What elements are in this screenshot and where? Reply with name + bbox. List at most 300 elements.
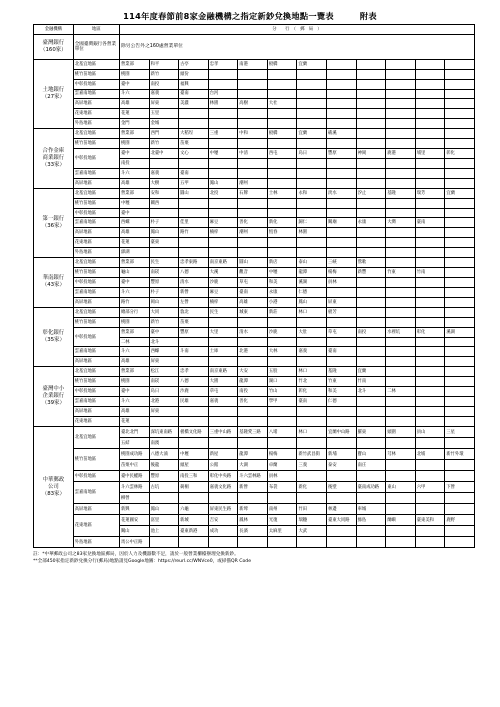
branch-cell: [208, 238, 238, 248]
branch-cell: 屏東民生路: [208, 504, 238, 515]
branch-cell: 南投: [149, 79, 179, 89]
branch-cell: [445, 119, 475, 129]
branch-cell: 屏東: [327, 297, 357, 307]
branch-cell: 麻豆: [208, 287, 238, 297]
branch-cell: 林園: [208, 99, 238, 109]
branch-cell: [386, 89, 416, 99]
branch-cell: 大湖: [238, 460, 268, 471]
branch-cell: [415, 99, 445, 109]
branch-cell: 臺中民權路: [119, 471, 149, 482]
branch-cell: 善化: [238, 218, 268, 228]
table-row: [34, 208, 475, 218]
table-row: [34, 218, 475, 228]
area-cell: 花東地區: [73, 416, 119, 426]
branch-cell: 高雄: [238, 297, 268, 307]
branch-cell: [327, 238, 357, 248]
branch-cell: [356, 139, 386, 149]
table-row: [34, 387, 475, 397]
branch-cell: [267, 89, 297, 99]
branch-cell: 嘉義文化路: [208, 482, 238, 493]
branch-cell: [386, 258, 416, 268]
branch-cell: 永和: [297, 188, 327, 198]
area-cell: 高屏地區: [73, 228, 119, 238]
branch-cell: 六甲: [415, 482, 445, 493]
branch-cell: [267, 79, 297, 89]
branch-cell: 基隆: [327, 367, 357, 377]
branch-cell: 學甲: [267, 397, 297, 407]
branch-cell: [415, 471, 445, 482]
branch-cell: [208, 537, 238, 548]
branch-cell: [238, 89, 268, 99]
branch-cell: 楠梓: [208, 297, 238, 307]
branch-cell: [327, 208, 357, 218]
branch-cell: [327, 526, 357, 537]
branch-cell: 高雄: [119, 178, 149, 188]
branch-cell: [356, 69, 386, 79]
branch-cell: [356, 347, 386, 357]
branch-cell: [415, 317, 445, 327]
branch-cell: 板橋: [267, 129, 297, 139]
branch-cell: 花蓮國安: [119, 515, 149, 526]
branch-cell: 竹山: [267, 387, 297, 397]
branch-cell: 斗六: [119, 168, 149, 178]
branch-cell: 營業部: [119, 367, 149, 377]
branch-cell: 南港: [238, 59, 268, 69]
branch-cell: [386, 278, 416, 288]
area-cell: 中彰投地區: [73, 208, 119, 218]
branch-cell: [356, 168, 386, 178]
branch-cell: 竹東: [327, 377, 357, 387]
branch-cell: 龜山: [119, 268, 149, 278]
branch-cell: 礁溪: [327, 129, 357, 139]
branch-cell: [327, 69, 357, 79]
branch-cell: [208, 69, 238, 79]
area-cell: 外島地區: [73, 248, 119, 258]
branch-cell: 楊梅: [327, 268, 357, 278]
area-cell: 雲嘉南地區: [73, 218, 119, 228]
branch-cell: [297, 69, 327, 79]
branch-cell: 關西: [149, 198, 179, 208]
branch-cell: [415, 79, 445, 89]
branch-cell: 溪湖: [297, 278, 327, 288]
branch-cell: [445, 109, 475, 119]
branch-cell: 林邊: [327, 504, 357, 515]
branch-cell: 和平: [149, 59, 179, 69]
branch-cell: [179, 109, 209, 119]
area-cell: 桃竹苗地區: [73, 377, 119, 387]
branch-cell: 城東: [238, 307, 268, 317]
branch-cell: 鹿野: [445, 515, 475, 526]
branch-cell: 臺中: [119, 208, 149, 218]
area-cell: 雲嘉南地區: [73, 89, 119, 99]
branch-cell: [445, 278, 475, 288]
branch-cell: 五甲: [179, 178, 209, 188]
branch-cell: 民生: [149, 258, 179, 268]
branch-cell: [356, 493, 386, 504]
branch-cell: 彰化中央路: [208, 471, 238, 482]
branch-cell: [149, 416, 179, 426]
branch-cell: [356, 158, 386, 168]
branch-cell: 吉安: [208, 515, 238, 526]
branch-cell: [415, 238, 445, 248]
branch-cell: 寶山: [356, 449, 386, 460]
branch-cell: [386, 377, 416, 387]
branch-cell: 神岡: [356, 149, 386, 159]
branch-cell: 關山: [119, 526, 149, 537]
branch-cell: 彰化: [415, 327, 445, 337]
branch-cell: [297, 198, 327, 208]
branch-cell: [179, 438, 209, 449]
branch-cell: 六龜: [179, 504, 209, 515]
branch-cell: [356, 317, 386, 327]
branch-cell: [386, 416, 416, 426]
branch-cell: 新竹外環: [445, 449, 475, 460]
branch-cell: [297, 208, 327, 218]
branch-cell: 鳳山: [297, 297, 327, 307]
area-cell: 北基宜地區: [73, 427, 119, 449]
branch-cell: 西門: [149, 129, 179, 139]
branch-cell: 布袋: [267, 482, 297, 493]
branch-cell: [445, 218, 475, 228]
branch-cell: [445, 438, 475, 449]
branch-cell: [445, 99, 475, 109]
branch-cell: 豐原: [149, 278, 179, 288]
table-row: [34, 327, 475, 337]
branch-cell: 淡水: [327, 188, 357, 198]
branch-cell: [238, 248, 268, 258]
branch-cell: 新竹: [149, 317, 179, 327]
branch-cell: 草屯: [327, 327, 357, 337]
branch-cell: 西螺: [119, 218, 149, 228]
branch-cell: [267, 317, 297, 327]
branch-cell: 臺南成功路: [356, 482, 386, 493]
branch-cell: 美濃: [179, 99, 209, 109]
branch-cell: [297, 99, 327, 109]
branch-cell: [297, 416, 327, 426]
branch-cell: [415, 248, 445, 258]
footnote-2: **全部450家指定新鈔兌換分行(郵局)地點請見Google地圖：https://reurl.cc/WNVce0，或掃描QR Code: [33, 559, 252, 564]
table-row: [34, 99, 475, 109]
table-row: [34, 34, 475, 59]
branch-cell: 員林: [267, 471, 297, 482]
branch-cell: [386, 471, 416, 482]
area-cell: 外島地區: [73, 119, 119, 129]
branch-cell: 沙鹿: [267, 327, 297, 337]
branch-cell: [238, 109, 268, 119]
branch-cell: [179, 238, 209, 248]
branch-cell: [415, 357, 445, 367]
branch-cell: 斗六: [119, 287, 149, 297]
branch-cell: 南投: [238, 387, 268, 397]
branch-cell: 汐止: [356, 188, 386, 198]
branch-cell: [297, 238, 327, 248]
institution-cell: 中華郵政 公司 （83家）: [34, 427, 74, 548]
branch-cell: 豐原: [149, 471, 179, 482]
branch-cell: 營業部: [119, 59, 149, 69]
branch-cell: 新營: [238, 482, 268, 493]
branch-cell: [238, 438, 268, 449]
branch-cell: [445, 59, 475, 69]
branch-cell: [356, 397, 386, 407]
branch-cell: [327, 471, 357, 482]
branch-cell: [238, 238, 268, 248]
branch-cell: 忠孝: [208, 59, 238, 69]
branch-cell: [179, 208, 209, 218]
table-row: [34, 397, 475, 407]
branch-cell: 恆春: [267, 228, 297, 238]
branch-cell: [356, 307, 386, 317]
branch-cell: 新營: [179, 287, 209, 297]
branch-cell: 中壢: [267, 268, 297, 278]
branch-cell: [445, 208, 475, 218]
table-row: [34, 59, 475, 69]
branch-cell: [415, 387, 445, 397]
branch-cell: [267, 537, 297, 548]
branch-cell: 沙鹿: [208, 278, 238, 288]
area-cell: 高屏地區: [73, 178, 119, 188]
branch-cell: [415, 460, 445, 471]
branch-cell: [327, 119, 357, 129]
branch-cell: [415, 228, 445, 238]
branch-cell: 高樹: [238, 99, 268, 109]
branch-cell: 中壢: [119, 198, 149, 208]
branch-cell: [415, 89, 445, 99]
area-cell: 桃竹苗地區: [73, 69, 119, 79]
branch-cell: 芎林: [386, 449, 416, 460]
branch-cell: 臺南: [415, 218, 445, 228]
table-row: [34, 307, 475, 317]
table-row: [34, 347, 475, 357]
branch-cell: 新興: [119, 504, 149, 515]
branch-cell: 嘉義: [149, 89, 179, 99]
branch-cell: [386, 493, 416, 504]
branch-cell: 三峽: [327, 258, 357, 268]
branch-cell: [415, 526, 445, 537]
branch-cell: 新埤: [238, 504, 268, 515]
branch-cell: [445, 460, 475, 471]
branch-cell: [356, 178, 386, 188]
area-cell: 中彰投地區: [73, 149, 119, 169]
branch-cell: 文心: [179, 149, 209, 159]
branch-cell: 水裡坑: [386, 327, 416, 337]
branch-cell: 臺東大同路: [327, 515, 357, 526]
branch-cell: 龍潭: [238, 377, 268, 387]
branch-cell: 士林: [267, 188, 297, 198]
branch-cell: 八德: [179, 377, 209, 387]
area-cell: 外島地區: [73, 537, 119, 548]
branch-cell: [327, 537, 357, 548]
branch-cell: [386, 460, 416, 471]
branch-cell: 臺南: [238, 287, 268, 297]
branch-cell: [386, 537, 416, 548]
branch-cell: [327, 109, 357, 119]
branch-cell: 營業部: [119, 327, 149, 337]
branch-cell: [297, 178, 327, 188]
branch-cell: [386, 168, 416, 178]
branch-cell: [386, 208, 416, 218]
branch-cell: 南州: [267, 504, 297, 515]
branch-cell: [445, 347, 475, 357]
branch-cell: [415, 59, 445, 69]
branch-cell: [356, 297, 386, 307]
branch-cell: [267, 198, 297, 208]
branch-cell: [386, 238, 416, 248]
branch-cell: [208, 198, 238, 208]
branch-cell: 圓山: [179, 188, 209, 198]
branch-cell: 板橋文化路: [179, 427, 209, 438]
branch-cell: 嘉義: [297, 347, 327, 357]
branch-cell: 新店: [267, 258, 297, 268]
table-row: [34, 297, 475, 307]
branch-cell: [386, 139, 416, 149]
branch-cell: 和美: [267, 278, 297, 288]
header-area: 地區: [73, 25, 119, 35]
branch-cell: [415, 297, 445, 307]
table-row: [34, 416, 475, 426]
branch-cell: [238, 198, 268, 208]
page-title-text: 114年度春節前8家金融機構之指定新鈔兌換地點一覽表: [123, 11, 334, 21]
branch-cell: 左營: [179, 297, 209, 307]
branch-cell: 宜蘭: [297, 59, 327, 69]
branch-cell: 後龍: [149, 460, 179, 471]
branch-cell: 光復: [267, 515, 297, 526]
branch-cell: [238, 158, 268, 168]
branch-cell: 豐原: [179, 327, 209, 337]
branch-cell: [179, 198, 209, 208]
branch-cell: [415, 109, 445, 119]
branch-cell: 臺中: [119, 387, 149, 397]
branch-cell: 大灣: [386, 218, 416, 228]
area-cell: 中彰投地區: [73, 387, 119, 397]
branch-cell: 新城: [179, 515, 209, 526]
branch-cell: [327, 178, 357, 188]
branch-cell: 台河: [208, 89, 238, 99]
branch-cell: [327, 287, 357, 297]
area-cell: 高屏地區: [73, 99, 119, 109]
branch-cell: 湖口: [267, 377, 297, 387]
branch-cell: 頭屋: [179, 460, 209, 471]
branch-cell: [297, 109, 327, 119]
branch-cell: [445, 526, 475, 537]
branch-cell: 鳳山: [208, 178, 238, 188]
branch-cell: [149, 158, 179, 168]
branch-cell: [297, 89, 327, 99]
branch-cell: [415, 158, 445, 168]
branch-cell: 彰化: [445, 149, 475, 159]
area-cell: 雲嘉南地區: [73, 347, 119, 357]
branch-cell: [297, 471, 327, 482]
branch-cell: [445, 69, 475, 79]
area-cell: 雲嘉南地區: [73, 482, 119, 504]
branch-cell: [445, 268, 475, 278]
table-row: [34, 407, 475, 417]
page-title: [0, 11, 500, 22]
branch-cell: [297, 493, 327, 504]
table-row: [34, 268, 475, 278]
branch-cell: [327, 228, 357, 238]
branch-cell: 新豐: [356, 268, 386, 278]
branch-cell: 屏東: [149, 407, 179, 417]
branch-cell: [386, 69, 416, 79]
branch-cell: [267, 178, 297, 188]
branch-cell: 臺中: [119, 79, 149, 89]
branch-cell: [415, 537, 445, 548]
branch-cell: [415, 347, 445, 357]
branch-cell: [356, 89, 386, 99]
branch-cell: [297, 337, 327, 347]
branch-cell: [386, 59, 416, 69]
branch-cell: [208, 337, 238, 347]
branch-cell: [208, 317, 238, 327]
branch-cell: [445, 493, 475, 504]
branch-cell: [208, 158, 238, 168]
table-row: [34, 109, 475, 119]
branch-cell: 高雄: [119, 228, 149, 238]
branch-cell: 三重: [208, 129, 238, 139]
branch-cell: [356, 119, 386, 129]
branch-cell: 苗栗: [179, 317, 209, 327]
branch-cell: [297, 317, 327, 327]
branch-cell: [327, 139, 357, 149]
branch-cell: [238, 337, 268, 347]
branch-cell: [267, 438, 297, 449]
branch-cell: 南崁: [149, 268, 179, 278]
branch-cell: [445, 537, 475, 548]
branch-cell: [179, 357, 209, 367]
branch-cell: 臺南: [327, 347, 357, 357]
branch-cell: 南京東路: [208, 258, 238, 268]
branch-cell: [356, 99, 386, 109]
area-cell: 花東地區: [73, 109, 119, 119]
branch-cell: 圓山: [238, 258, 268, 268]
branch-cell: [297, 248, 327, 258]
branch-cell: 仁德: [327, 397, 357, 407]
branch-cell: [356, 208, 386, 218]
area-cell: 北基宜地區: [73, 258, 119, 268]
branch-cell: 關廟: [327, 218, 357, 228]
branch-cell: [208, 493, 238, 504]
table-row: [34, 178, 475, 188]
table-row: [34, 238, 475, 248]
branch-cell: 臺南: [179, 168, 209, 178]
branch-cell: [327, 407, 357, 417]
branch-cell: [445, 416, 475, 426]
branch-cell: [445, 407, 475, 417]
branch-cell: 草屯: [208, 387, 238, 397]
table-row: [34, 357, 475, 367]
branch-cell: [238, 139, 268, 149]
branch-cell: 三星: [445, 427, 475, 438]
area-cell: 高屏地區: [73, 357, 119, 367]
branch-cell: [297, 158, 327, 168]
exchange-locations-table: [33, 24, 475, 548]
branch-cell: [415, 287, 445, 297]
branch-cell: 北斗: [149, 337, 179, 347]
branch-cell: [415, 307, 445, 317]
branch-cell: [356, 357, 386, 367]
branch-cell: 長濱: [238, 526, 268, 537]
branch-cell: [386, 119, 416, 129]
branch-cell: 臺北北門: [119, 427, 149, 438]
branch-cell: 麻豆: [208, 218, 238, 228]
branch-cell: [208, 79, 238, 89]
appendix-label: 附表: [359, 11, 377, 21]
branch-cell: 古坑: [149, 482, 179, 493]
branch-cell: [415, 367, 445, 377]
branch-cell: 大樹: [149, 178, 179, 188]
branch-cell: [356, 471, 386, 482]
branch-cell: [445, 367, 475, 377]
